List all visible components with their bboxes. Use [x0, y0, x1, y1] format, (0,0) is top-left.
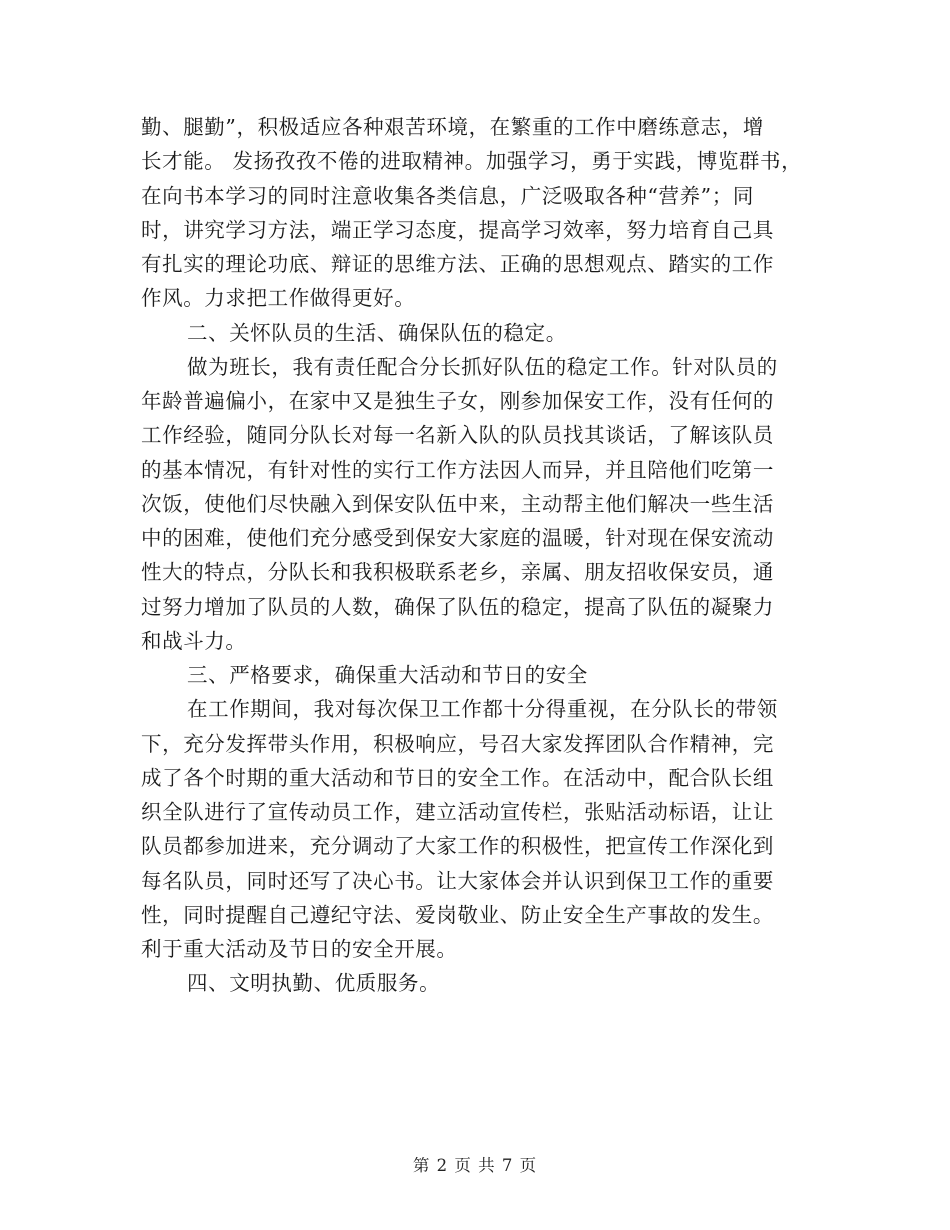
page-number: 2	[436, 1156, 449, 1175]
text-line: 次饭，使他们尽快融入到保安队伍中来，主动帮主他们解决一些生活	[141, 491, 774, 516]
text-line: 利于重大活动及节日的安全开展。	[141, 937, 458, 961]
heading-line: 三、严格要求，确保重大活动和节日的安全	[187, 663, 588, 687]
text-line: 性大的特点，分队长和我积极联系老乡，亲属、朋友招收保安员，通	[141, 560, 774, 585]
text-line: 勤、腿勤”，积极适应各种艰苦环境，在繁重的工作中磨练意志，增	[141, 115, 764, 139]
text-line: 做为班长，我有责任配合分长抓好队伍的稳定工作。针对队员的	[187, 354, 778, 379]
section-heading-2	[141, 316, 821, 350]
heading-line: 四、文明执勤、优质服务。	[187, 971, 441, 996]
text-line: 年龄普遍偏小，在家中又是独生子女，刚参加保安工作，没有任何的	[141, 389, 774, 413]
document-body	[141, 110, 821, 1001]
text-line: 有扎实的理论功底、辩证的思维方法、正确的思想观点、踏实的工作	[141, 252, 774, 276]
text-line: 织全队进行了宣传动员工作，建立活动宣传栏，张贴活动标语，让让	[141, 800, 774, 824]
text-line: 和战斗力。	[141, 628, 247, 653]
text-line: 时，讲究学习方法，端正学习态度，提高学习效率，努力培育自己具	[141, 217, 774, 242]
total-pages: 7	[501, 1156, 514, 1175]
text-line: 下，充分发挥带头作用，积极响应，号召大家发挥团队合作精神，完	[141, 731, 774, 756]
text-line: 中的困难，使他们充分感受到保安大家庭的温暖，针对现在保安流动	[141, 526, 774, 550]
text-line: 在向书本学习的同时注意收集各类信息，广泛吸取各种“营养”；同	[141, 183, 754, 208]
text-line: 每名队员，同时还写了决心书。让大家体会并认识到保卫工作的重要	[141, 868, 774, 893]
text-line: 性，同时提醒自己遵纪守法、爱岗敬业、防止安全生产事故的发生。	[141, 902, 774, 927]
text-line: 在工作期间，我对每次保卫工作都十分得重视，在分队长的带领	[187, 697, 778, 722]
footer-prefix: 第	[412, 1156, 431, 1175]
text-line: 过努力增加了队员的人数，确保了队伍的稳定，提高了队伍的凝聚力	[141, 594, 774, 619]
footer-middle: 页 共	[454, 1156, 496, 1175]
paragraph-1	[141, 110, 821, 316]
text-line: 的基本情况，有针对性的实行工作方法因人而异，并且陪他们吃第一	[141, 457, 774, 482]
text-line: 长才能。 发扬孜孜不倦的进取精神。加强学习，勇于实践，博览群书，	[141, 149, 803, 174]
text-line: 队员都参加进来，充分调动了大家工作的积极性，把宣传工作深化到	[141, 834, 774, 859]
page-footer	[0, 1152, 950, 1176]
section-heading-4	[141, 966, 821, 1000]
paragraph-3	[141, 692, 821, 966]
paragraph-2	[141, 350, 821, 658]
text-line: 成了各个时期的重大活动和节日的安全工作。在活动中，配合队长组	[141, 765, 774, 790]
footer-suffix: 页	[519, 1156, 538, 1175]
text-line: 作风。力求把工作做得更好。	[141, 286, 416, 311]
text-line: 工作经验，随同分队长对每一名新入队的队员找其谈话，了解该队员	[141, 423, 774, 448]
section-heading-3	[141, 658, 821, 692]
heading-line: 二、关怀队员的生活、确保队伍的稳定。	[187, 320, 567, 345]
